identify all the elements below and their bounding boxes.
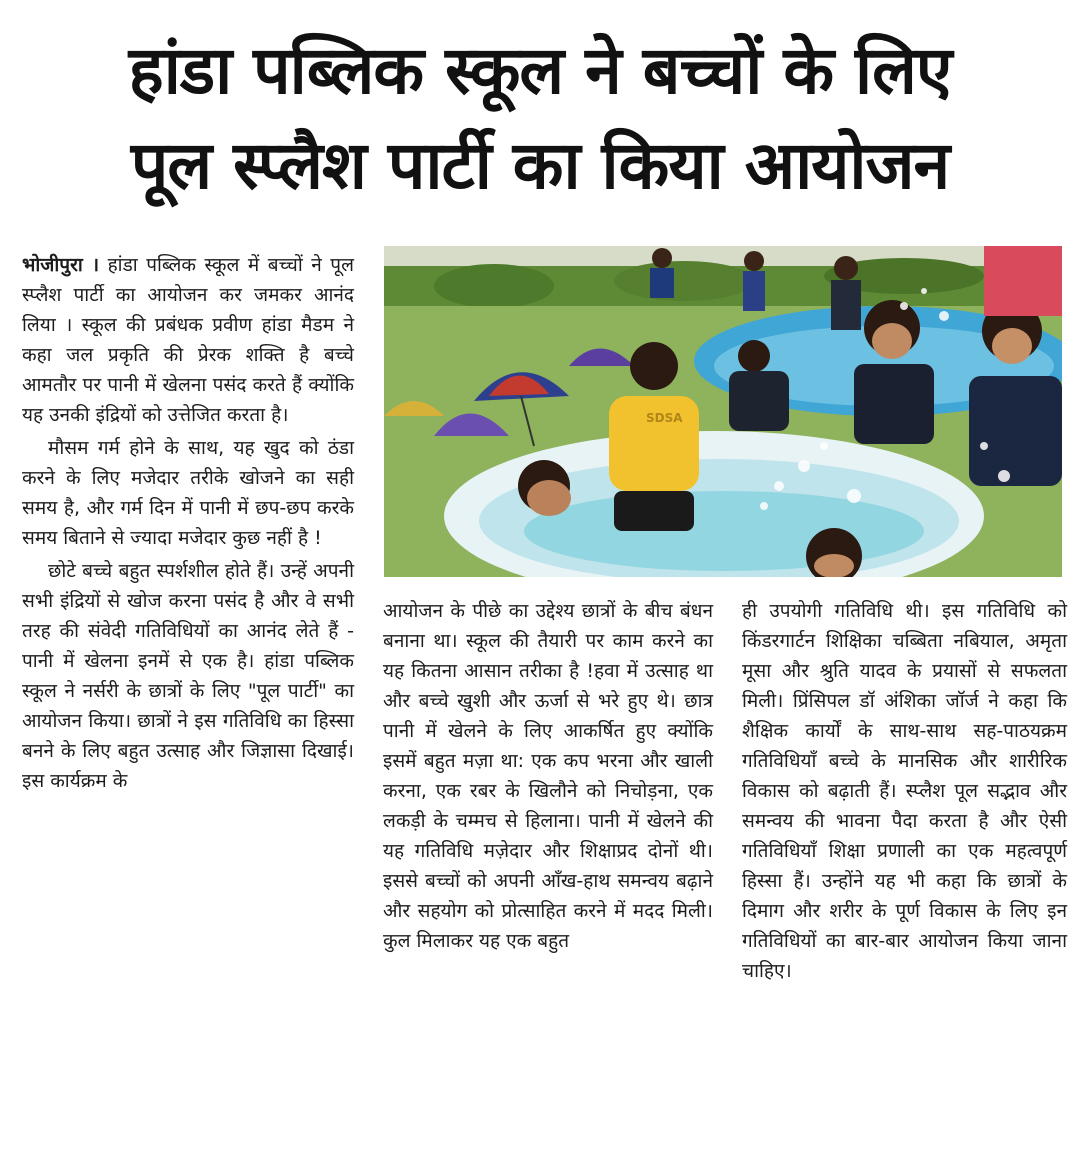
photo-illustration: [384, 246, 1062, 577]
article-column-3: [742, 596, 1067, 989]
article-paragraph: छोटे बच्चे बहुत स्पर्शशील होते हैं। उन्हें अपनी सभी इंद्रियों से खोज करना पसंद है और वे सभी तरह की संवेदी गतिविधियों का आनंद लेते हैं - पानी में खेलना इनमें से एक है। हांडा पब्लिक स्कूल ने नर्सरी के छात्रों के लिए "पूल पार्टी" का आयोजन किया। छात्रों ने इस गतिविधि का हिस्सा बनने के लिए बहुत उत्साह और जिज्ञासा दिखाई। इस कार्यक्रम के: [22, 560, 354, 792]
article-paragraph: आयोजन के पीछे का उद्देश्य छात्रों के बीच बंधन बनाना था। स्कूल की तैयारी पर काम करने का यह कितना आसान तरीका है !हवा में उत्साह था और बच्चे खुशी और ऊर्जा से भरे हुए थे। छात्र पानी में खेलने के लिए आकर्षित हुए क्योंकि इसमें बहुत मज़ा था: एक कप भरना और खाली करना, एक रबर के खिलौने को निचोड़ना, एक लकड़ी के चम्मच से हिलाना। पानी में खेलने की यह गतिविधि मज़ेदार और शिक्षाप्रद दोनों थी। इससे बच्चों को अपनी आँख-हाथ समन्वय बढ़ाने और सहयोग को प्रोत्साहित करने में मदद मिली। कुल मिलाकर यह एक बहुत: [383, 600, 713, 952]
article-paragraph: [22, 250, 354, 430]
article-paragraph: मौसम गर्म होने के साथ, यह खुद को ठंडा करने के लिए मजेदार तरीके खोजने का सही समय है, और गर्म दिन में पानी में छप-छप करके समय बिताने से ज्यादा मजेदार कुछ नहीं है !: [22, 437, 354, 549]
pool-party-photo: [384, 246, 1062, 577]
article-column-2: [383, 596, 713, 959]
paragraph-text: हांडा पब्लिक स्कूल में बच्चों ने पूल स्प्लैश पार्टी का आयोजन कर जमकर आनंद लिया । स्कूल की प्रबंधक प्रवीण हांडा मैडम ने कहा जल प्रकृति की प्रेरक शक्ति है बच्चे आमतौर पर पानी में खेलना पसंद करते हैं क्योंकि यह उनकी इंद्रियों को उत्तेजित करता है।: [22, 254, 354, 426]
article-paragraph: ही उपयोगी गतिविधि थी। इस गतिविधि को किंडरगार्टन शिक्षिका चब्बिता नबियाल, अमृता मूसा और श्रुति यादव के प्रयासों से सफलता मिली। प्रिंसिपल डॉ अंशिका जॉर्ज ने कहा कि शैक्षिक कार्यों के साथ-साथ सह-पाठयक्रम गतिविधियाँ बच्चे के मानसिक और शारीरिक विकास को बढ़ाती हैं। स्प्लैश पूल सद्भाव और समन्वय की भावना पैदा करता है और ऐसी गतिविधियाँ शिक्षा प्रणाली का एक महत्वपूर्ण हिस्सा हैं। उन्होंने यह भी कहा कि छात्रों के दिमाग और शरीर के पूर्ण विकास के लिए इन गतिविधियों का बार-बार आयोजन किया जाना चाहिए।: [742, 600, 1067, 982]
headline-line-2: पूल स्प्लैश पार्टी का किया आयोजन: [130, 127, 950, 204]
article-column-1: [22, 250, 354, 799]
shirt-print-text: SDSA: [646, 411, 683, 425]
dateline: भोजीपुरा ।: [22, 254, 100, 276]
headline-line-1: हांडा पब्लिक स्कूल ने बच्चों के लिए: [128, 32, 952, 109]
